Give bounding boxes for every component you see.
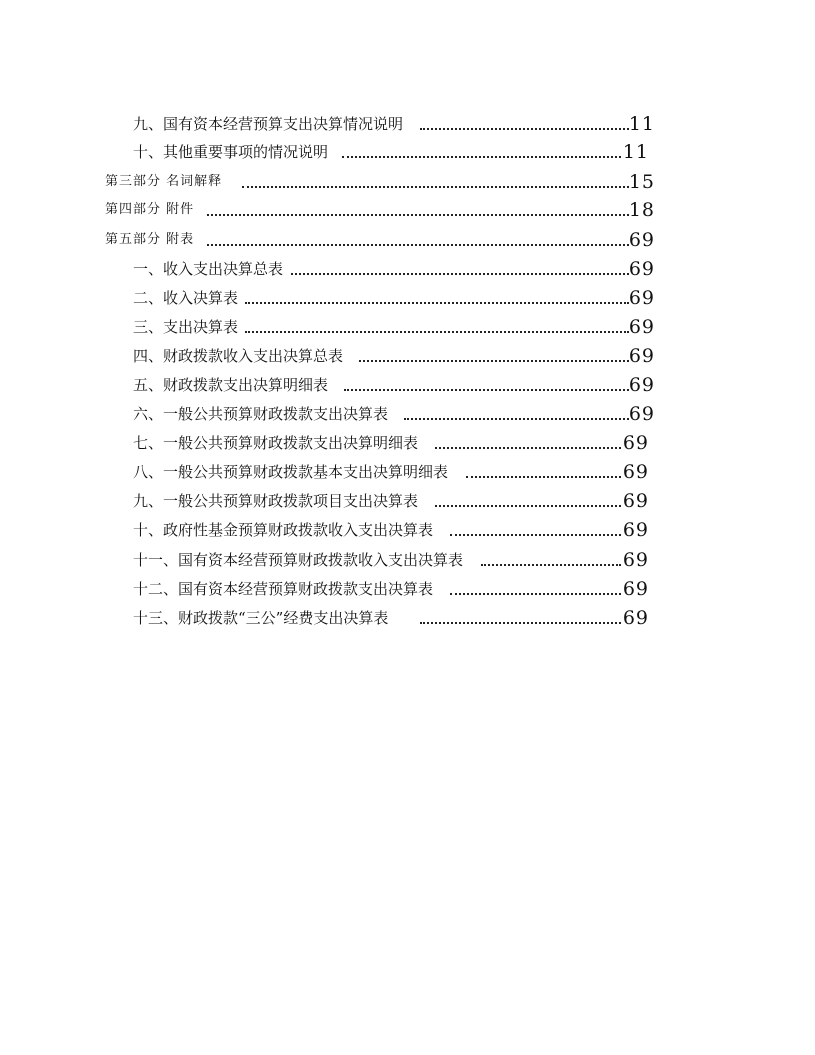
toc-entry-label: 十、政府性基金预算财政拨款收入支出决算表	[133, 517, 433, 543]
toc-entry-label: 九、一般公共预算财政拨款项目支出决算表	[133, 488, 418, 514]
toc-leader-dots	[242, 186, 629, 188]
toc-entry[interactable]	[0, 576, 815, 602]
toc-entry-page: 11	[622, 141, 649, 163]
toc-entry[interactable]	[0, 285, 815, 311]
toc-leader-dots	[207, 244, 629, 246]
toc-entry[interactable]	[0, 488, 815, 514]
toc-entry-label: 七、一般公共预算财政拨款支出决算明细表	[133, 430, 418, 456]
toc-entry[interactable]	[0, 517, 815, 543]
toc-entry-label: 四、财政拨款收入支出决算总表	[133, 343, 343, 369]
toc-entry-page: 69	[628, 258, 655, 280]
toc-entry-label: 五、财政拨款支出决算明细表	[133, 372, 328, 398]
toc-entry[interactable]	[0, 605, 815, 631]
toc-entry-page: 69	[628, 229, 655, 251]
toc-entry[interactable]	[0, 256, 815, 282]
toc-leader-dots	[450, 593, 621, 595]
toc-entry-label: 三、支出决算表	[133, 314, 238, 340]
toc-leader-dots	[435, 447, 621, 449]
toc-entry[interactable]	[0, 197, 815, 223]
toc-entry-label: 一、收入支出决算总表	[133, 256, 283, 282]
toc-entry-page: 69	[628, 345, 655, 367]
toc-entry-page: 69	[628, 374, 655, 396]
toc-entry-label: 六、一般公共预算财政拨款支出决算表	[133, 401, 388, 427]
toc-entry-page: 69	[622, 490, 649, 512]
toc-leader-dots	[420, 622, 621, 624]
toc-entry[interactable]	[0, 139, 815, 165]
toc-leader-dots	[207, 214, 629, 216]
toc-leader-dots	[344, 389, 629, 391]
toc-entry-label: 十二、国有资本经营预算财政拨款支出决算表	[133, 576, 433, 602]
toc-entry[interactable]	[0, 430, 815, 456]
toc-entry-label: 第四部分 附件	[105, 197, 194, 223]
toc-entry[interactable]	[0, 111, 815, 137]
toc-entry-page: 69	[628, 316, 655, 338]
toc-entry-page: 69	[628, 287, 655, 309]
toc-leader-dots	[359, 360, 629, 362]
toc-leader-dots	[342, 156, 621, 158]
toc-entry[interactable]	[0, 547, 815, 573]
toc-entry-page: 15	[628, 171, 655, 193]
toc-entry-page: 69	[622, 519, 649, 541]
toc-leader-dots	[291, 273, 629, 275]
toc-entry[interactable]	[0, 372, 815, 398]
toc-entry-page: 69	[622, 461, 649, 483]
toc-leader-dots	[481, 564, 621, 566]
toc-leader-dots	[450, 534, 621, 536]
toc-leader-dots	[466, 476, 621, 478]
toc-leader-dots	[420, 128, 629, 130]
toc-entry[interactable]	[0, 343, 815, 369]
toc-entry[interactable]	[0, 401, 815, 427]
toc-entry-label: 第五部分 附表	[105, 227, 194, 253]
toc-leader-dots	[245, 302, 629, 304]
toc-entry-page: 69	[628, 403, 655, 425]
toc-entry[interactable]	[0, 459, 815, 485]
toc-entry-page: 69	[622, 432, 649, 454]
toc-entry[interactable]	[0, 169, 815, 195]
toc-entry-page: 69	[622, 549, 649, 571]
toc-entry-page: 69	[622, 607, 649, 629]
toc-entry-page: 69	[622, 578, 649, 600]
toc-entry-label: 二、收入决算表	[133, 285, 238, 311]
toc-leader-dots	[245, 331, 629, 333]
toc-leader-dots	[435, 505, 621, 507]
toc-entry-label: 十、其他重要事项的情况说明	[133, 139, 328, 165]
toc-entry-page: 18	[628, 199, 655, 221]
toc-leader-dots	[404, 418, 629, 420]
toc-entry[interactable]	[0, 227, 815, 253]
toc-entry-label: 九、国有资本经营预算支出决算情况说明	[133, 111, 403, 137]
toc-entry[interactable]	[0, 314, 815, 340]
toc-entry-label: 十一、国有资本经营预算财政拨款收入支出决算表	[133, 547, 463, 573]
toc-entry-label: 十三、财政拨款“三公”经费支出决算表	[133, 605, 388, 631]
toc-entry-label: 第三部分 名词解释	[105, 169, 222, 195]
toc-entry-label: 八、一般公共预算财政拨款基本支出决算明细表	[133, 459, 448, 485]
toc-entry-page: 11	[628, 113, 655, 135]
